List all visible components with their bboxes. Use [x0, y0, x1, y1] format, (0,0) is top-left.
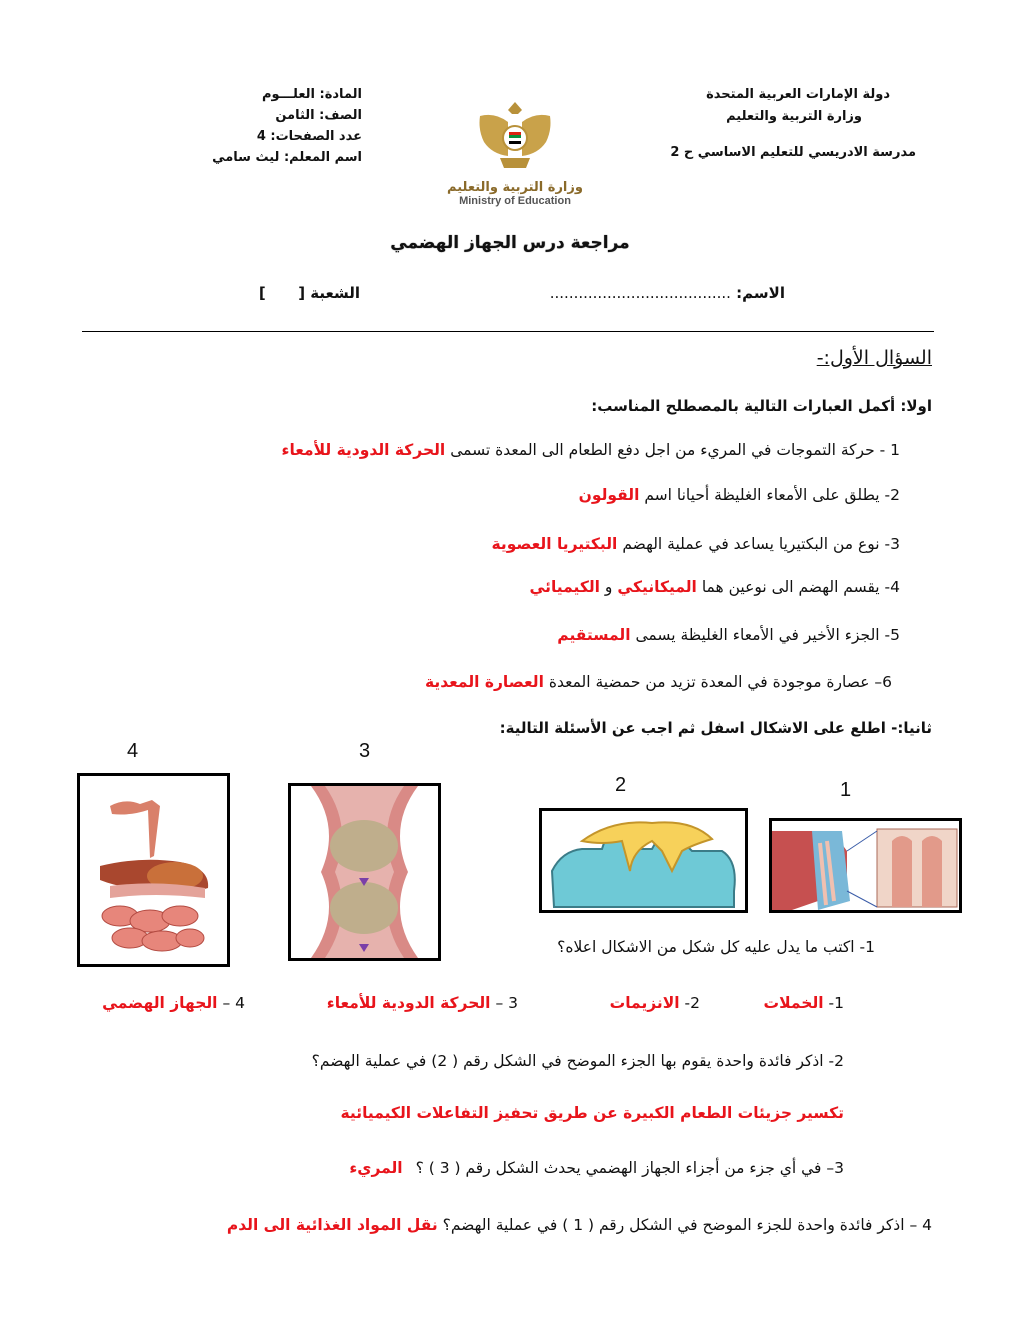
question-1-heading: السؤال الأول:- [816, 347, 932, 369]
header-divider [82, 331, 934, 332]
figure-number-2: 2 [615, 774, 627, 796]
item-answer: الكيميائي [529, 578, 600, 596]
sub1-answer [102, 994, 245, 1012]
fill-item [491, 535, 900, 553]
sub1-answer [610, 994, 700, 1012]
logo-arabic: وزارة التربية والتعليم [447, 180, 583, 195]
item-answer: العصارة المعدية [425, 673, 544, 691]
answer-text: الجهاز الهضمي [102, 994, 218, 1012]
item-text: 3- نوع من البكتيريا يساعد في عملية الهضم [622, 535, 900, 553]
grade-label: الصف: الثامن [275, 108, 362, 123]
sub1-answer [764, 994, 844, 1012]
sub-question-2: 2- اذكر فائدة واحدة يقوم بها الجزء الموضح في الشكل رقم ( 2) في عملية الهضم؟ [311, 1052, 844, 1070]
item-answer: القولون [578, 486, 640, 504]
falcon-emblem-icon [440, 96, 590, 176]
fill-item [579, 486, 900, 504]
name-field [550, 284, 785, 302]
answer-number: 4 – [222, 994, 245, 1012]
answer-text: الانزيمات [609, 994, 680, 1012]
teacher-label: اسم المعلم: ليث سامي [212, 150, 362, 165]
fill-item [425, 673, 892, 691]
subject-label: المادة: العلـــوم [262, 87, 362, 102]
item-answer: المستقيم [557, 626, 631, 644]
question-text: 4 – اذكر فائدة واحدة للجزء الموضح في الشكل رقم ( 1 ) في عملية الهضم؟ [442, 1216, 932, 1234]
section-label: الشعبة [ [298, 284, 360, 302]
item-text: 6– عصارة موجودة في المعدة تزيد من حمضية المعدة [548, 673, 892, 691]
item-connector: و [604, 578, 613, 596]
page-title: مراجعة درس الجهاز الهضمي [390, 233, 630, 253]
header-right [670, 84, 916, 164]
sub-question-4 [227, 1216, 932, 1234]
part1-heading: اولا: أكمل العبارات التالية بالمصطلح المناسب: [591, 397, 932, 415]
item-text: 5- الجزء الأخير في الأمعاء الغليظة يسمى [635, 626, 900, 644]
section-close: ] [258, 284, 266, 302]
figure-enzyme [539, 808, 748, 913]
question-text: 3– في أي جزء من أجزاء الجهاز الهضمي يحدث الشكل رقم ( 3 ) ؟ [415, 1159, 844, 1177]
pages-label: عدد الصفحات: 4 [256, 129, 362, 144]
item-text: 1 - حركة التموجات في المريء من اجل دفع الطعام الى المعدة تسمى [450, 441, 900, 459]
question-answer: المريء [349, 1159, 403, 1177]
fill-item [557, 626, 900, 644]
sub-question-1: 1- اكتب ما يدل عليه كل شكل من الاشكال اعلاه؟ [557, 938, 875, 956]
logo-english: Ministry of Education [459, 195, 571, 207]
fill-item [282, 441, 900, 459]
part2-heading: ثانيا:- اطلع على الاشكال اسفل ثم اجب عن الأسئلة التالية: [499, 719, 932, 737]
figure-digestive-system [77, 773, 230, 967]
country-name: دولة الإمارات العربية المتحدة [706, 87, 890, 102]
sub1-answer [327, 994, 518, 1012]
answer-number: 2- [684, 994, 700, 1012]
item-text: 4- يقسم الهضم الى نوعين هما [701, 578, 900, 596]
section-field [259, 284, 360, 302]
figure-villi [769, 818, 962, 913]
name-blank[interactable]: ...................................... [549, 284, 731, 302]
answer-number: 3 – [495, 994, 518, 1012]
item-text: 2- يطلق على الأمعاء الغليظة أحيانا اسم [644, 486, 900, 504]
figure-number-4: 4 [127, 740, 139, 762]
name-label: الاسم: [736, 284, 785, 302]
question-answer: نقل المواد الغذائية الى الدم [226, 1216, 438, 1234]
sub-question-2-answer: تكسير جزيئات الطعام الكبيرة عن طريق تحفيز التفاعلات الكيميائية [340, 1104, 844, 1122]
answer-text: الخملات [763, 994, 824, 1012]
figure-number-1: 1 [840, 779, 852, 801]
header-left [212, 84, 362, 168]
fill-item [529, 578, 900, 596]
sub-question-3 [349, 1159, 844, 1177]
figure-number-3: 3 [359, 740, 371, 762]
answer-number: 1- [828, 994, 844, 1012]
ministry-logo [440, 96, 590, 216]
item-answer: الحركة الدودية للأمعاء [281, 441, 446, 459]
school-name: مدرسة الادريسي للتعليم الاساسي ح 2 [670, 145, 916, 160]
ministry-name: وزارة التربية والتعليم [726, 109, 862, 124]
figure-peristalsis [288, 783, 441, 961]
item-answer: الميكانيكي [617, 578, 697, 596]
answer-text: الحركة الدودية للأمعاء [326, 994, 491, 1012]
item-answer: البكتيريا العصوية [491, 535, 618, 553]
